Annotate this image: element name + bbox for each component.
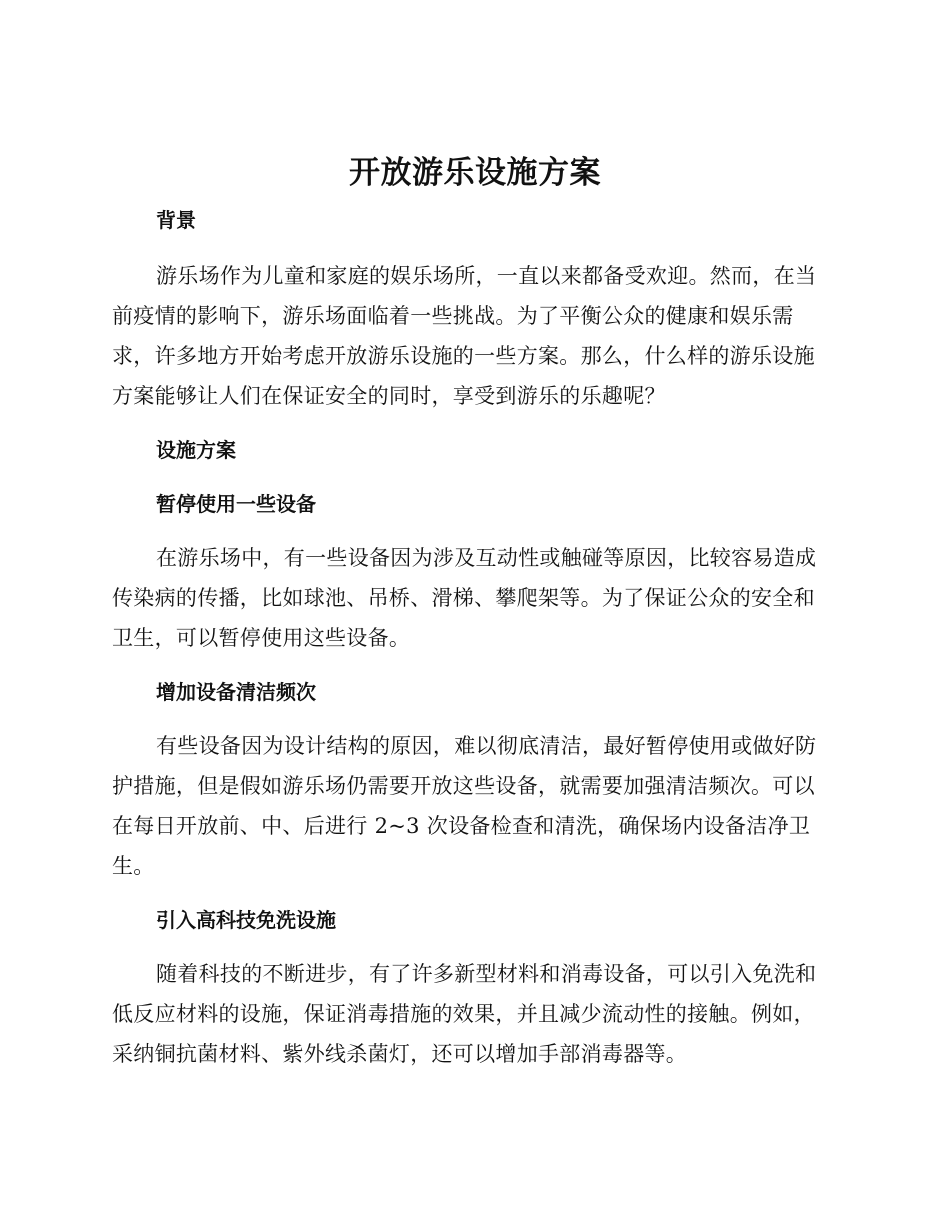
- paragraph-pause: 在游乐场中，有一些设备因为涉及互动性或触碰等原因，比较容易造成传染病的传播，比如球池、吊桥、滑梯、攀爬架等。为了保证公众的安全和卫生，可以暂停使用这些设备。: [112, 546, 817, 650]
- spacer: [112, 524, 832, 538]
- spacer: [112, 658, 832, 672]
- subsection-heading-cleaning: 增加设备清洁频次: [156, 680, 316, 704]
- spacer: [112, 470, 832, 484]
- spacer: [112, 712, 832, 726]
- subsection-heading-pause: 暂停使用一些设备: [156, 492, 316, 516]
- document-body: [112, 200, 832, 1074]
- spacer: [112, 416, 832, 430]
- paragraph-tech: 随着科技的不断进步，有了许多新型材料和消毒设备，可以引入免洗和低反应材料的设施，保证消毒措施的效果，并且减少流动性的接触。例如，采纳铜抗菌材料、紫外线杀菌灯，还可以增加手部消毒器等。: [112, 962, 817, 1066]
- spacer: [112, 940, 832, 954]
- section-heading-background: 背景: [156, 208, 196, 232]
- document-title: 开放游乐设施方案: [349, 155, 601, 191]
- spacer: [112, 886, 832, 900]
- spacer: [112, 240, 832, 256]
- paragraph-cleaning: 有些设备因为设计结构的原因，难以彻底清洁，最好暂停使用或做好防护措施，但是假如游乐场仍需要开放这些设备，就需要加强清洁频次。可以在每日开放前、中、后进行 2~3 次设备检查和清洗，确保场内设备洁净卫生。: [112, 734, 817, 878]
- paragraph-background: 游乐场作为儿童和家庭的娱乐场所，一直以来都备受欢迎。然而，在当前疫情的影响下，游乐场面临着一些挑战。为了平衡公众的健康和娱乐需求，许多地方开始考虑开放游乐设施的一些方案。那么，什么样的游乐设施方案能够让人们在保证安全的同时，享受到游乐的乐趣呢？: [112, 264, 817, 408]
- subsection-heading-tech: 引入高科技免洗设施: [156, 908, 336, 932]
- section-heading-plan: 设施方案: [156, 438, 236, 462]
